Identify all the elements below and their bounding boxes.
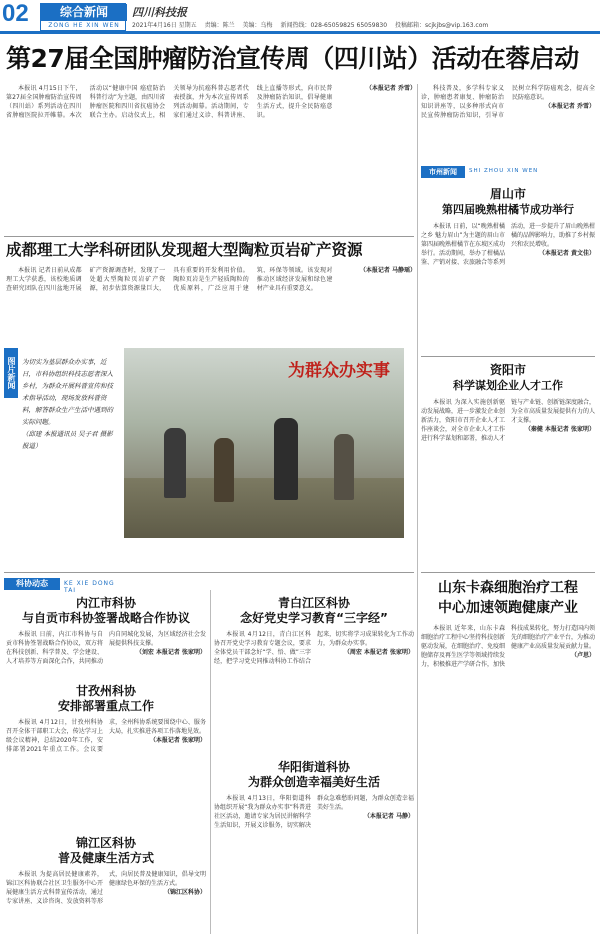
shandong-text: 本报讯 近年来，山东卡森细胞治疗工程中心坚持科技创新驱动发展，在细胞治疗、免疫细胞储存及再生医学等领域持续发力，积极推进产学研合作，加快科技成果转化，努力打造国内领先的细胞治疗产业平台，为推动健康产业高质量发展贡献力量。 [421,625,595,668]
meishan-text: 本报讯 日前，以“晚熟柑橘之乡 魅力眉山”为主题的眉山市第四届晚熟柑橘节在东坡区成功举行。活动期间，举办了柑橘品鉴、产销对接、农旅融合等系列活动，进一步提升了眉山晚熟柑橘的品牌影响力，助推了乡村振兴和农民增收。 [421,223,595,266]
ziyang-headline-1: 资阳市 [489,363,526,377]
local-section-title: 科协动态 [4,578,60,590]
meishan-headline-2: 第四届晚熟柑橘节成功举行 [442,203,574,216]
photo-news-label: 图片新闻 [4,348,18,398]
ziyang-body [421,398,595,568]
ganzi-byline: （本报记者 张家明） [149,737,206,744]
photo-caption-text: 为切实为基层群众办实事，近日，市科协组织科技志愿者深入乡村，为群众开展科普宣传和技术指导活动，现场发放科普资料，解答群众生产生活中遇到的实际问题。 [22,358,113,426]
photo-person [334,434,354,500]
photo-news [4,348,404,538]
masthead [0,0,600,34]
lead-headline: 第27届全国肿瘤防治宣传周（四川站）活动在蓉启动 [6,44,579,73]
huayang-body [214,794,414,932]
jinjiang-text: 本报讯 为提高居民健康素养，锦江区科协联合社区卫生服务中心开展健康生活方式科普宣传活动，通过专家讲座、义诊咨询、发放资料等形式，向居民普及健康知识，倡导文明健康绿色环保的生活方式。 [6,871,206,905]
meishan-body [421,222,595,352]
qingbaijiang-text: 本报讯 4月12日，青白江区科协召开党史学习教育专题会议，要求全体党员干部念好“学、悟、做”三字经，把学习党史同推动科协工作结合起来，切实将学习成果转化为工作动力，为群众办实事。 [214,631,414,665]
meishan-headline-1: 眉山市 [489,187,526,201]
photo-credit: （邱建 本报通讯员 吴子君 摄影报道） [22,430,113,450]
city-section-subtitle: SHI ZHOU XIN WEN [469,168,539,174]
ganzi-headline-1: 甘孜州科协 [75,684,136,698]
photo-person [164,428,186,498]
right-top-byline: （本报记者 乔雪） [544,103,595,110]
page-number: 02 [2,0,29,27]
editor: 责编：陈兰 [204,22,235,29]
column-divider [417,84,418,934]
photo-caption [22,356,118,506]
designer: 美编：乌梅 [242,22,273,29]
section-badge [40,3,126,31]
column-divider [210,590,211,934]
huayang-headline-1: 华阳街道科协 [277,760,350,774]
ganzi-body [6,718,206,818]
neijiang-text: 本报讯 日前，内江市科协与自贡市科协签署战略合作协议，双方将在科技创新、科学普及、学会建设、人才培养等方面深化合作，共同推动内自同城化发展，为区域经济社会发展提供科技支撑。 [6,631,206,665]
huayang-headline-2: 为群众创造幸福美好生活 [247,775,380,789]
divider-line [421,572,595,573]
neijiang-body [6,630,206,678]
section-subtitle: ZONG HE XIN WEN [48,22,120,29]
masthead-info [132,20,592,29]
meishan-byline: （本报记者 黄文佳） [538,250,595,257]
email: 投稿邮箱：scjkjbs@vip.163.com [394,22,489,29]
lead-byline: （本报记者 乔雪） [365,85,416,92]
qingbaijiang-headline-1: 青白江区科协 [277,596,350,610]
shandong-body [421,624,595,932]
neijiang-byline: （刘宏 本报记者 张家明） [135,649,206,656]
ziyang-byline: （秦健 本报记者 张家明） [524,426,595,433]
shandong-headline-2: 中心加速领跑健康产业 [438,600,578,616]
photo-person [214,438,234,502]
photo-person [274,418,298,500]
news-photo [124,348,404,538]
shandong-headline-1: 山东卡森细胞治疗工程 [438,580,578,596]
jinjiang-headline-1: 锦江区科协 [75,836,136,850]
qingbaijiang-byline: （周宏 本报记者 张家明） [343,649,414,656]
jinjiang-body [6,870,206,932]
hotline: 新闻热线：028-65059825 65059830 [280,22,388,29]
neijiang-headline-2: 与自贡市科协签署战略合作协议 [21,611,190,625]
photo-title: 为群众办实事 [288,361,390,381]
lead-body [6,84,416,234]
ganzi-text: 本报讯 4月12日，甘孜州科协召开全体干部职工大会，传达学习上级会议精神，总结2020年工作，安排部署2021年重点工作。会议要求，全州科协系统要围绕中心、服务大局，扎实推进各项工作落地见效。 [6,719,206,753]
jinjiang-byline: （锦江区科协） [163,889,206,896]
lead-text: 本报讯 4月15日下午，第27届全国肿瘤防治宣传周（四川站）系列活动在四川省肿瘤医院拉开帷幕。本次活动以“健康中国 癌症防治科普行动”为主题，由四川省肿瘤医院和四川省抗癌协会联合主办。启动仪式上，相关领导为抗癌科普志愿者代表授旗，并为本次宣传周系列活动揭幕。活动期间，专家们通过义诊、科普讲座、线上直播等形式，向市民普及肿瘤防治知识，倡导健康生活方式，提升全民防癌意识。 [6,85,333,119]
section-title: 综合新闻 [41,4,127,21]
divider-line [4,236,414,237]
qingbaijiang-body [214,630,414,750]
divider-line [4,572,414,573]
neijiang-headline-1: 内江市科协 [75,596,136,610]
city-section-title: 市州新闻 [421,166,465,178]
huayang-byline: （本报记者 马静） [363,813,414,820]
qingbaijiang-headline-2: 念好党史学习教育“三字经” [240,611,388,625]
story1-text: 本报讯 记者日前从成都理工大学获悉，该校地质调查研究团队在四川盆地开展矿产资源调查时，发现了一处超大型陶粒页岩矿产资源，初步估算资源量巨大，具有重要的开发利用价值。陶粒页岩是生产轻质陶粒的优质原料，广泛应用于建筑、环保等领域。该发现对推动区域经济发展和绿色建材产业具有重要意义。 [6,267,333,292]
shandong-byline: （卢思） [570,652,595,659]
story1-headline: 成都理工大学科研团队发现超大型陶粒页岩矿产资源 [6,241,363,259]
local-section-subtitle: KE XIE DONG TAI [64,580,115,594]
huayang-text: 本报讯 4月13日，华阳街道科协组织开展“我为群众办实事”科普进社区活动，邀请专家为居民讲解科学生活知识，开展义诊服务，切实解决群众急难愁盼问题，为群众创造幸福美好生活。 [214,795,414,829]
divider-line [421,356,595,357]
ziyang-headline-2: 科学谋划企业人才工作 [453,379,563,392]
story1-body [6,266,416,342]
city-section-label [421,166,539,178]
paper-name: 四川科技报 [132,6,187,19]
right-top-text: 科技普及，多学科专家义诊，肿瘤患者康复、肿瘤防治知识讲座等，以多种形式向市民宣传肿瘤防治知识，引导市民树立科学防癌观念，提高全民防癌意识。 [421,85,595,119]
story1-byline: （本报记者 马静瑶） [359,267,416,274]
ganzi-headline-2: 安排部署重点工作 [57,699,154,713]
date: 2021年4月16日 星期五 [132,22,197,29]
ziyang-text: 本报讯 为深入实施创新驱动发展战略，进一步激发企业创新活力，资阳市召开企业人才工作座谈会，对全市企业人才工作进行科学谋划和部署，推动人才链与产业链、创新链深度融合，为全市高质量发展提供有力的人才支撑。 [421,399,595,442]
local-section-label [4,578,124,594]
right-top-body [421,84,595,156]
jinjiang-headline-2: 普及健康生活方式 [57,851,154,865]
